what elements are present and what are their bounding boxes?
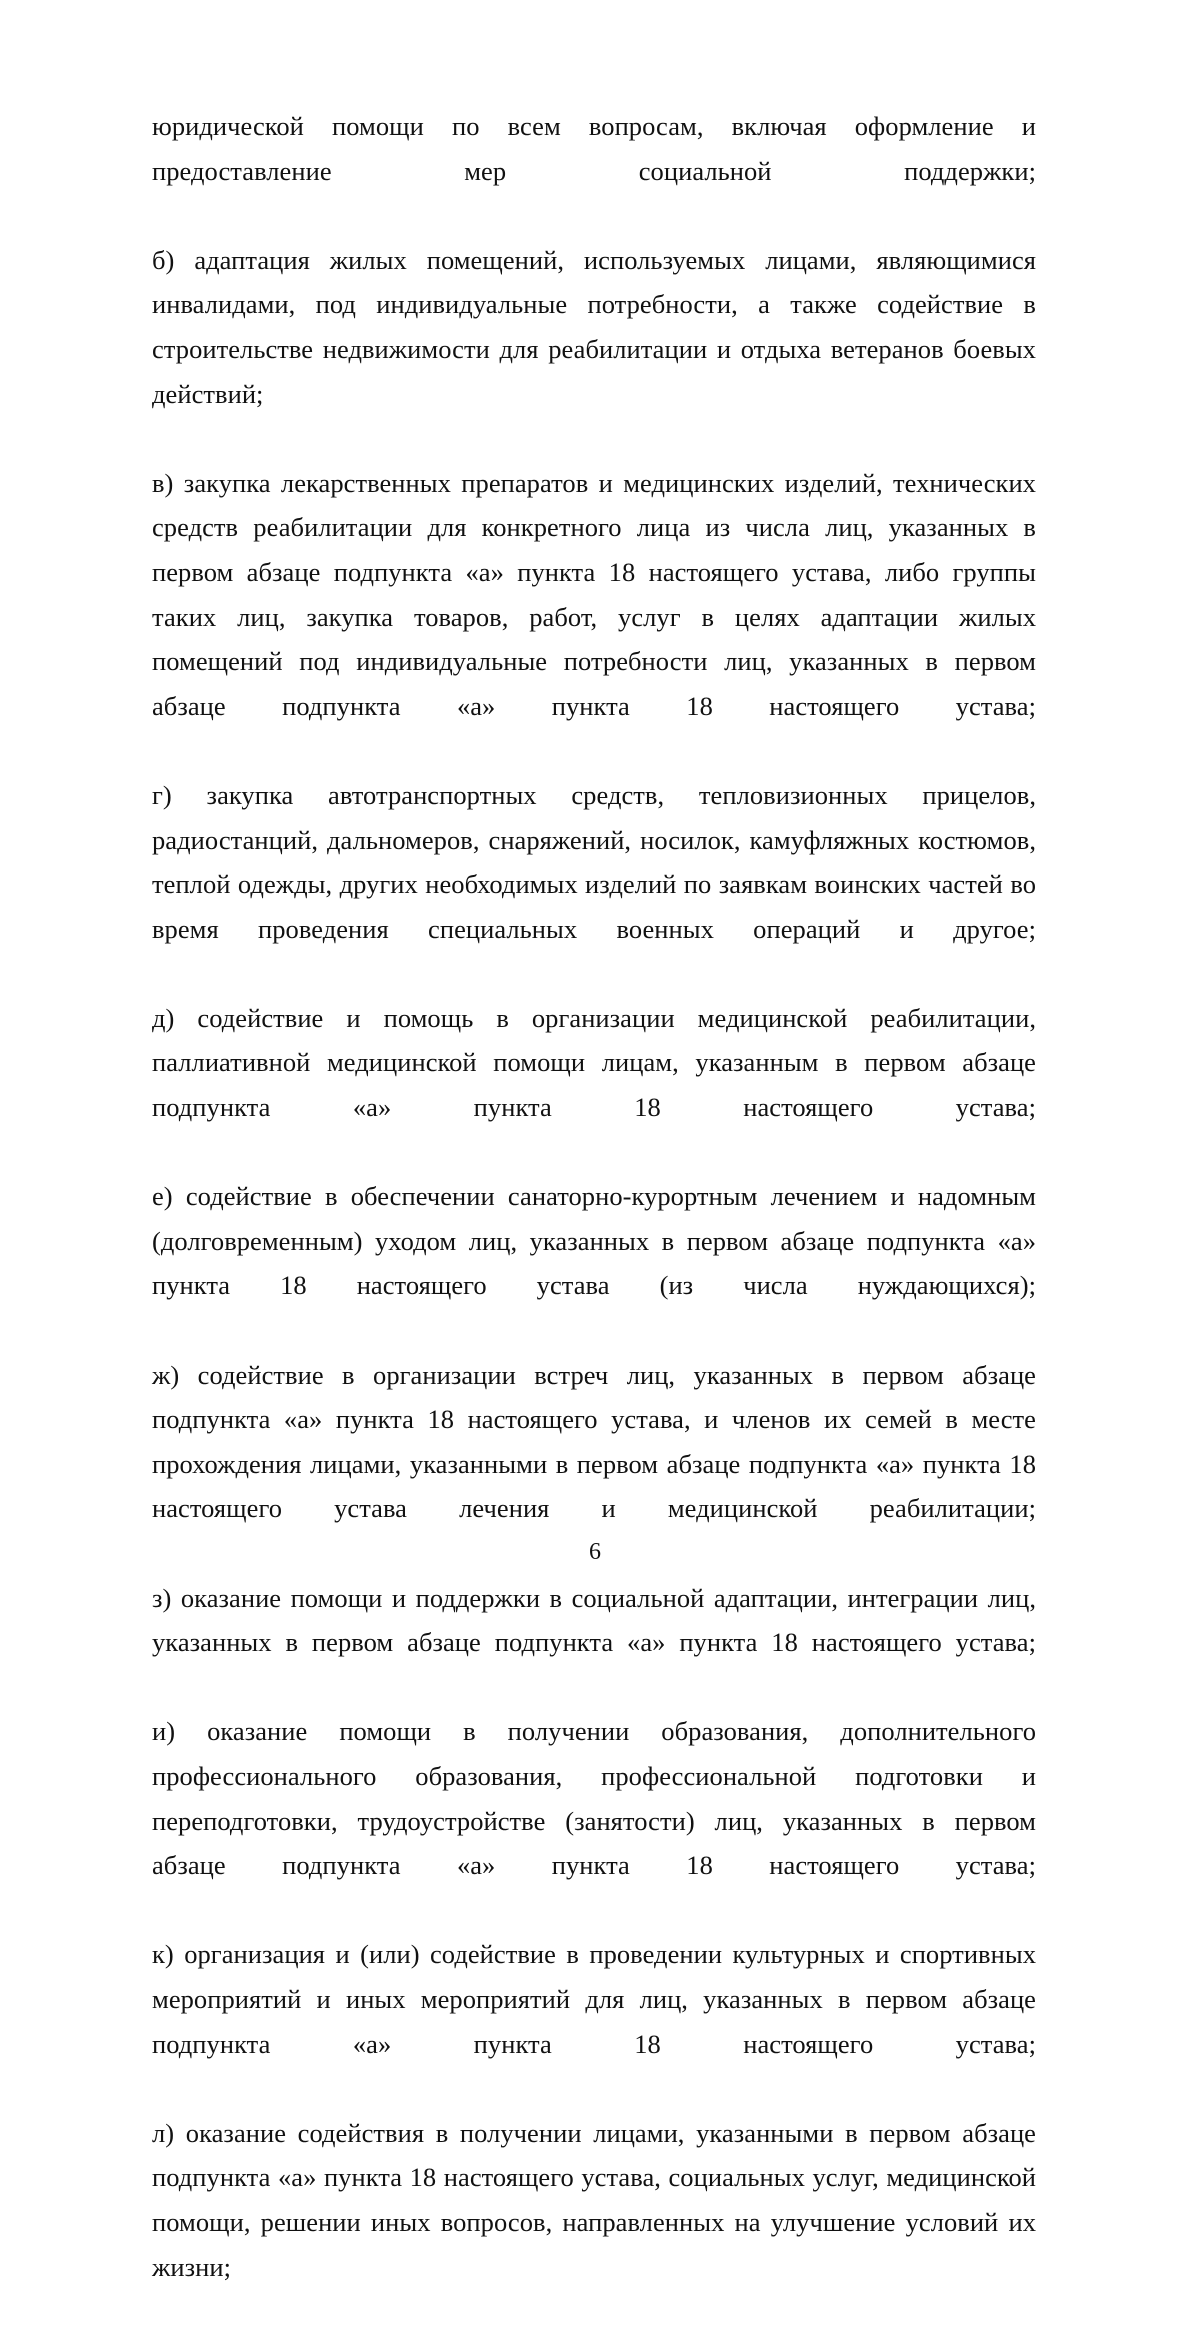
page-body (152, 104, 1036, 2334)
page-number: 6 (589, 1539, 601, 1565)
paragraph-i: и) оказание помощи в получении образования, дополнительного профессионального образования, профессиональной подготовки и переподготовки, трудоустройстве (занятости) лиц, указанных в первом абзаце подпункта «а» пункта 18 настоящего устава; (152, 1716, 1036, 1881)
paragraph-k: к) организация и (или) содействие в проведении культурных и спортивных мероприятий и иных мероприятий для лиц, указанных в первом абзаце подпункта «а» пункта 18 настоящего устава; (152, 1939, 1036, 2059)
paragraph-d: д) содействие и помощь в организации медицинской реабилитации, паллиативной медицинской помощи лицам, указанным в первом абзаце подпункта «а» пункта 18 настоящего устава; (152, 1002, 1036, 1123)
paragraph-z: з) оказание помощи и поддержки в социальной адаптации, интеграции лиц, указанных в первом абзаце подпункта «а» пункта 18 настоящего устава; (152, 1582, 1036, 1658)
paragraph-g: г) закупка автотранспортных средств, тепловизионных прицелов, радиостанций, дальномеров, снаряжений, носилок, камуфляжных костюмов, теплой одежды, других необходимых изделий по заявкам воинских частей во время проведения специальных военных операций и другое; (152, 779, 1036, 944)
paragraph-zh: ж) содействие в организации встреч лиц, указанных в первом абзаце подпункта «а» пункта 18 настоящего устава, и членов их семей в месте прохождения лицами, указанными в первом абзаце подпункта «а» пункта 18 настоящего устава лечения и медицинской реабилитации; (152, 1359, 1036, 1524)
paragraph-continuation: юридической помощи по всем вопросам, включая оформление и предоставление мер социальной поддержки; (152, 111, 1036, 186)
paragraph-l: л) оказание содействия в получении лицами, указанными в первом абзаце подпункта «а» пункта 18 настоящего устава, социальных услуг, медицинской помощи, решении иных вопросов, направленных на улучшение условий их жизни; (152, 2117, 1036, 2282)
paragraph-b: б) адаптация жилых помещений, используемых лицами, являющимися инвалидами, под индивидуальные потребности, а также содействие в строительстве недвижимости для реабилитации и отдыха ветеранов боевых действий; (152, 244, 1036, 409)
paragraph-v: в) закупка лекарственных препаратов и медицинских изделий, технических средств реабилитации для конкретного лица из числа лиц, указанных в первом абзаце подпункта «а» пункта 18 настоящего устава, либо группы таких лиц, закупка товаров, работ, услуг в целях адаптации жилых помещений под индивидуальные потребности лиц, указанных в первом абзаце подпункта «а» пункта 18 настоящего устава; (152, 467, 1036, 721)
paragraph-e: е) содействие в обеспечении санаторно-курортным лечением и надомным (долговременным) уходом лиц, указанных в первом абзаце подпункта «а» пункта 18 настоящего устава (из числа нуждающихся); (152, 1181, 1036, 1301)
